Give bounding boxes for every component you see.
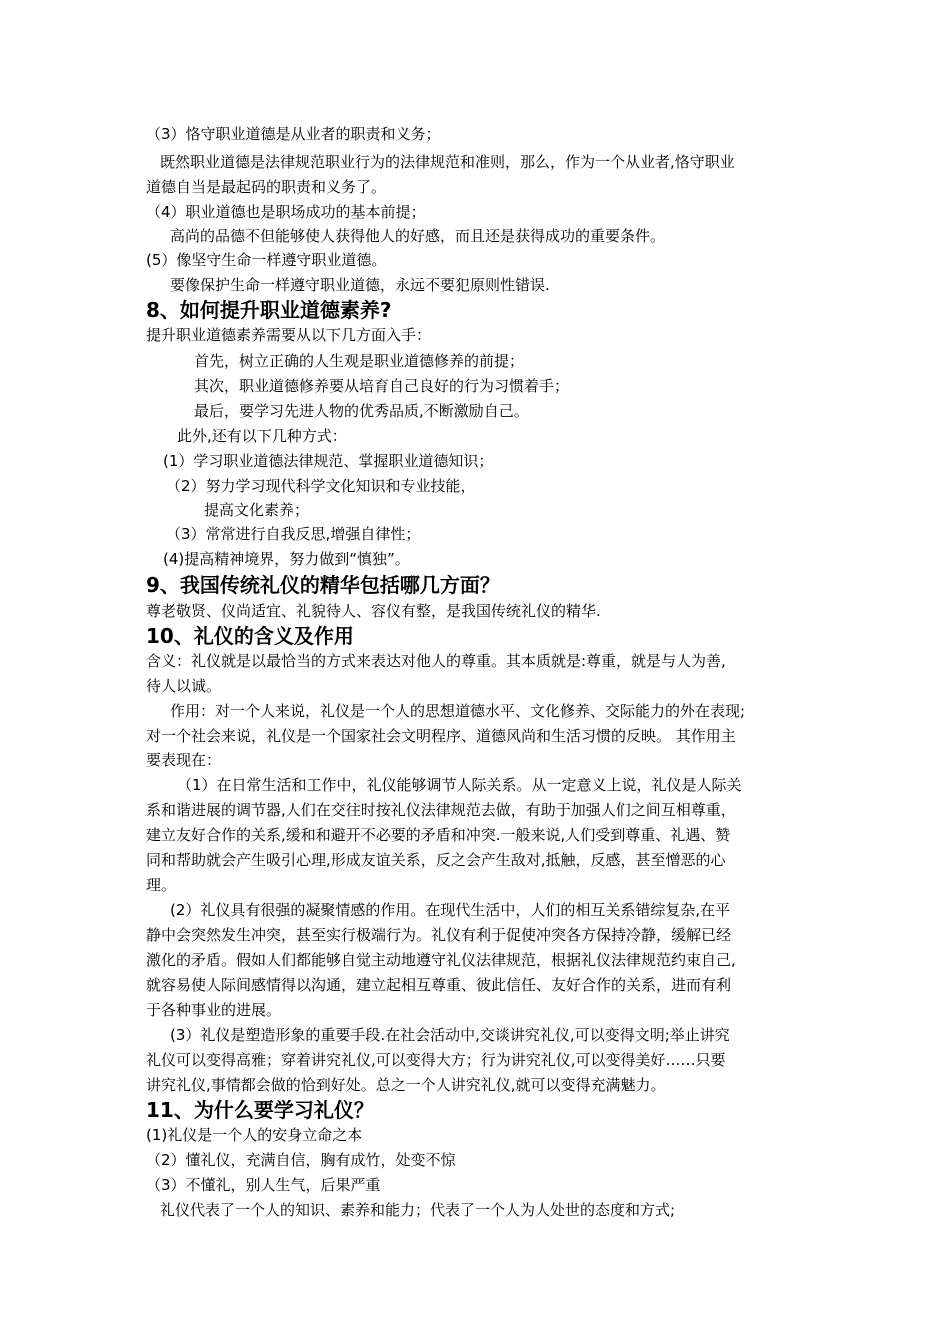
text-line: 道德自当是最起码的职责和义务了。 bbox=[146, 178, 387, 196]
text-line: (1)礼仪是一个人的安身立命之本 bbox=[146, 1126, 363, 1144]
text-line: （3）常常进行自我反思,增强自律性； bbox=[166, 525, 421, 543]
text-line: 同和帮助就会产生吸引心理,形成友谊关系，反之会产生敌对,抵触，反感，甚至憎恶的心 bbox=[146, 851, 726, 869]
text-line: （3）不懂礼，别人生气，后果严重 bbox=[146, 1176, 381, 1194]
section-heading: 11、为什么要学习礼仪？ bbox=[146, 1098, 374, 1122]
text-line: 提高文化素养； bbox=[204, 501, 310, 519]
text-line: 含义：礼仪就是以最恰当的方式来表达对他人的尊重。其本质就是:尊重，就是与人为善, bbox=[146, 652, 726, 670]
text-line: 就容易使人际间感情得以沟通，建立起相互尊重、彼此信任、友好合作的关系，进而有利 bbox=[146, 976, 732, 994]
text-line: 尊老敬贤、仪尚适宜、礼貌待人、容仪有整，是我国传统礼仪的精华. bbox=[146, 602, 601, 620]
text-line: （2）懂礼仪，充满自信，胸有成竹，处变不惊 bbox=[146, 1151, 456, 1169]
text-line: 要像保护生命一样遵守职业道德，永远不要犯原则性错误. bbox=[170, 276, 550, 294]
text-line: （1）在日常生活和工作中，礼仪能够调节人际关系。从一定意义上说，礼仪是人际关 bbox=[177, 776, 742, 794]
text-line: 建立友好合作的关系,缓和和避开不必要的矛盾和冲突.一般来说,人们受到尊重、礼遇、赞 bbox=[146, 826, 731, 844]
text-line: 待人以诚。 bbox=[146, 677, 222, 695]
text-line: 此外,还有以下几种方式： bbox=[177, 427, 347, 445]
section-heading: 9、我国传统礼仪的精华包括哪几方面？ bbox=[146, 573, 500, 597]
text-line: 其次，职业道德修养要从培育自己良好的行为习惯着手； bbox=[194, 377, 570, 395]
text-line: 礼仪可以变得高雅；穿着讲究礼仪,可以变得大方；行为讲究礼仪,可以变得美好……只要 bbox=[146, 1051, 726, 1069]
text-line: 高尚的品德不但能够使人获得他人的好感，而且还是获得成功的重要条件。 bbox=[170, 227, 666, 245]
text-line: 作用：对一个人来说，礼仪是一个人的思想道德水平、文化修养、交际能力的外在表现; bbox=[170, 702, 746, 720]
text-line: (4)提高精神境界，努力做到“慎独”。 bbox=[163, 550, 410, 568]
section-heading: 10、礼仪的含义及作用 bbox=[146, 624, 354, 648]
text-line: （4）职业道德也是职场成功的基本前提； bbox=[146, 203, 426, 221]
text-line: (2）礼仪具有很强的凝聚情感的作用。在现代生活中，人们的相互关系错综复杂,在平 bbox=[170, 901, 731, 919]
section-heading: 8、如何提升职业道德素养? bbox=[146, 298, 392, 322]
text-line: （3）恪守职业道德是从业者的职责和义务； bbox=[146, 125, 441, 143]
text-line: 提升职业道德素养需要从以下几方面入手： bbox=[146, 326, 432, 344]
text-line: (5）像坚守生命一样遵守职业道德。 bbox=[146, 251, 387, 269]
text-line: (3）礼仪是塑造形象的重要手段.在社会活动中,交谈讲究礼仪,可以变得文明;举止讲究 bbox=[170, 1026, 730, 1044]
text-line: 激化的矛盾。假如人们都能够自觉主动地遵守礼仪法律规范，根据礼仪法律规范约束自己, bbox=[146, 951, 736, 969]
text-line: 最后，要学习先进人物的优秀品质,不断激励自己。 bbox=[194, 402, 529, 420]
text-line: (1）学习职业道德法律规范、掌握职业道德知识； bbox=[163, 452, 494, 470]
text-line: 于各种事业的进展。 bbox=[146, 1001, 282, 1019]
text-line: 理。 bbox=[146, 876, 177, 894]
text-line: 要表现在： bbox=[146, 751, 222, 769]
text-line: 既然职业道德是法律规范职业行为的法律规范和准则，那么，作为一个从业者,恪守职业 bbox=[160, 153, 735, 171]
text-line: 系和谐进展的调节器,人们在交往时按礼仪法律规范去做，有助于加强人们之间互相尊重， bbox=[146, 801, 736, 819]
text-line: （2）努力学习现代科学文化知识和专业技能， bbox=[166, 477, 476, 495]
text-line: 对一个社会来说，礼仪是一个国家社会文明程序、道德风尚和生活习惯的反映。 其作用主 bbox=[146, 727, 736, 745]
text-line: 礼仪代表了一个人的知识、素养和能力；代表了一个人为人处世的态度和方式; bbox=[160, 1201, 676, 1219]
text-line: 静中会突然发生冲突，甚至实行极端行为。礼仪有利于促使冲突各方保持冷静，缓解已经 bbox=[146, 926, 732, 944]
text-line: 讲究礼仪,事情都会做的恰到好处。总之一个人讲究礼仪,就可以变得充满魅力。 bbox=[146, 1076, 666, 1094]
text-line: 首先，树立正确的人生观是职业道德修养的前提； bbox=[194, 352, 525, 370]
